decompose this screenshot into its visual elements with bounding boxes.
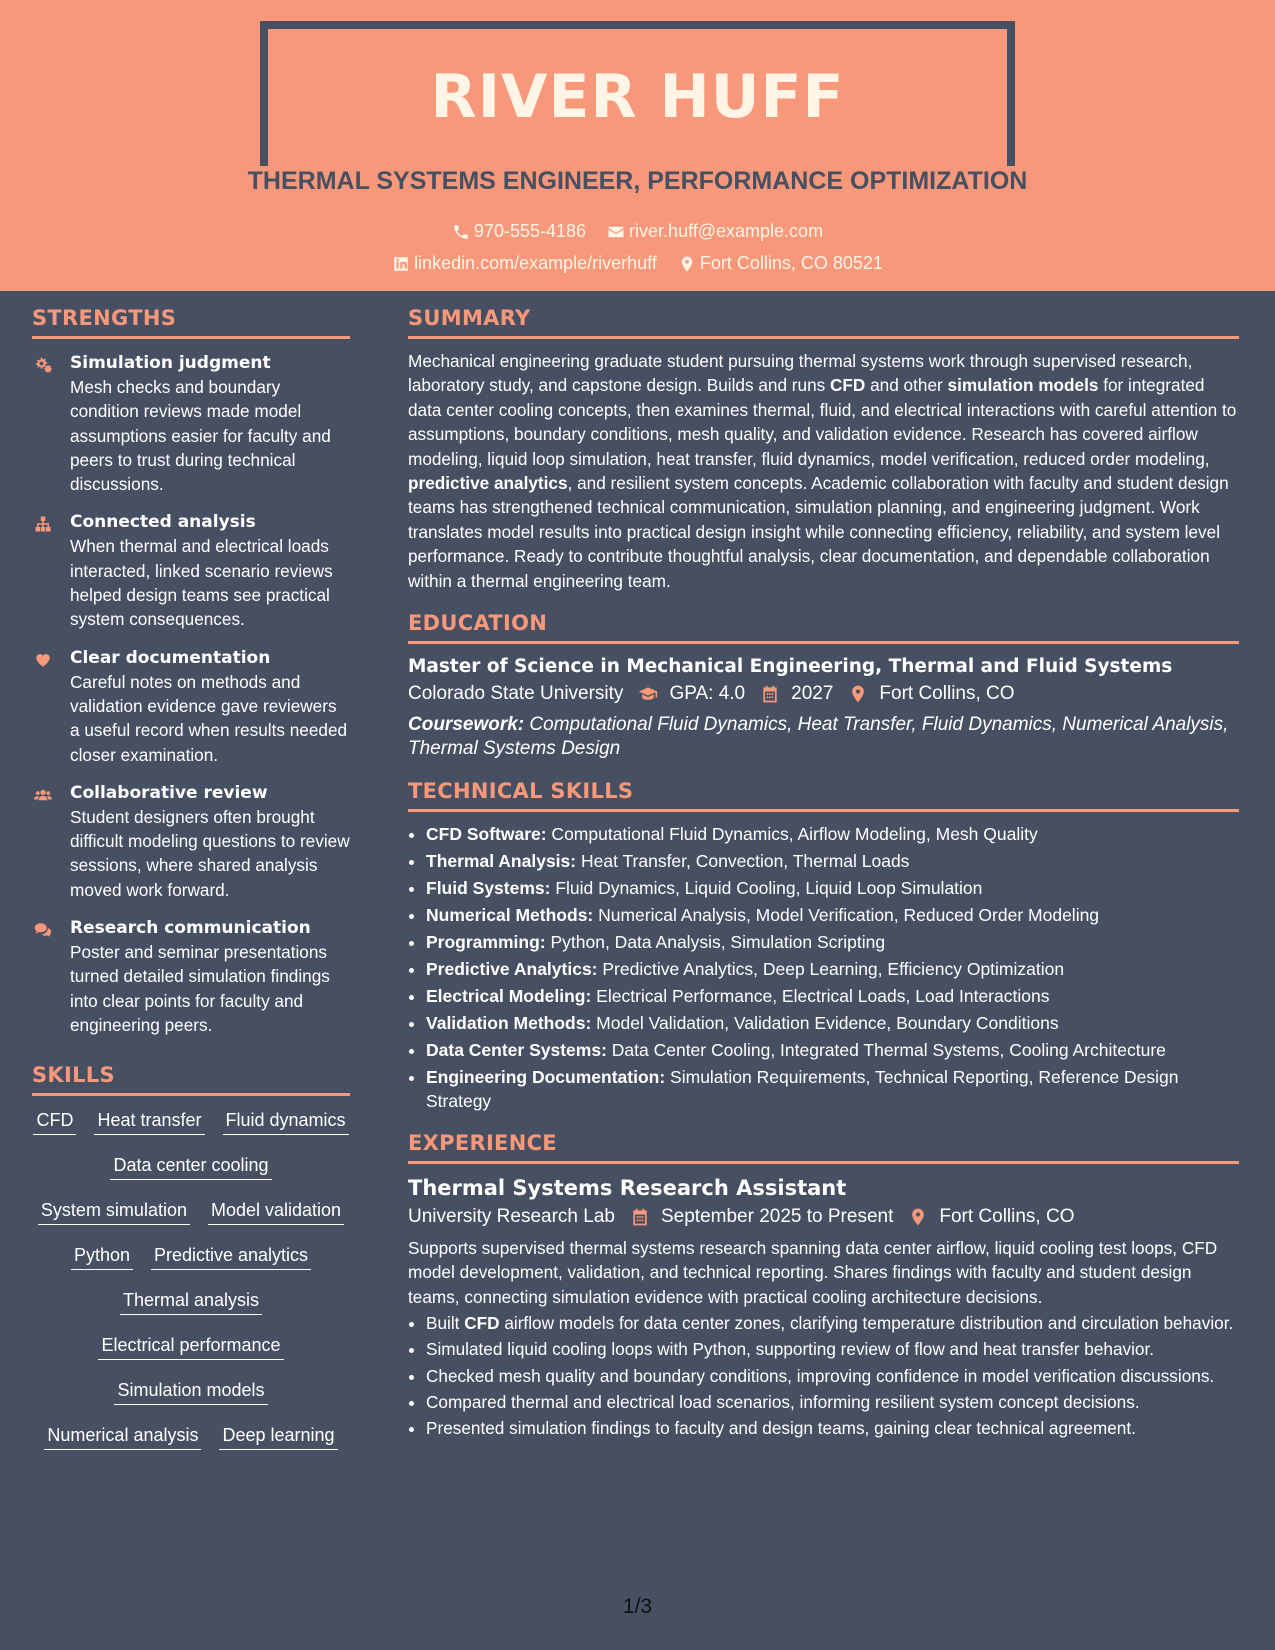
technical-skill-value: Simulation Requirements, Technical Reporting, Reference Design Strategy — [426, 1067, 1179, 1112]
technical-skill-value: Model Validation, Validation Evidence, Boundary Conditions — [591, 1013, 1059, 1034]
skills-list — [32, 1110, 350, 1450]
summary-fragment: for integrated data center cooling concepts, then examines thermal, fluid, and electrical interactions with careful attention to assumptions, boundary conditions, mesh quality, and validation evidence. Research has covered airflow modeling, liquid loop simulation, heat transfer, fluid dynamics, model verification, reduced order modeling, — [408, 375, 1237, 469]
skill-tag: Simulation models — [114, 1380, 267, 1405]
strength-text: Mesh checks and boundary condition reviews made model assumptions easier for faculty and peers to trust during technical discussions. — [70, 377, 331, 495]
strength-icon-wrap — [32, 648, 58, 767]
technical-skill-label: Thermal Analysis: — [426, 851, 577, 872]
experience-title: Thermal Systems Research Assistant — [408, 1176, 847, 1201]
technical-skill-item — [426, 822, 1239, 846]
email-text: river.huff@example.com — [629, 221, 824, 241]
experience-bullet — [426, 1337, 1239, 1361]
technical-skill-item — [426, 849, 1239, 873]
candidate-title: THERMAL SYSTEMS ENGINEER, PERFORMANCE OPTIMIZATION — [247, 167, 1028, 195]
technical-skill-item — [426, 930, 1239, 954]
heart-icon — [32, 651, 54, 669]
skills-heading: SKILLS — [32, 1063, 350, 1096]
technical-skill-value: Electrical Performance, Electrical Loads, Load Interactions — [591, 986, 1050, 1007]
bullet-text: Presented simulation findings to faculty and design teams, gaining clear technical agreement. — [426, 1418, 1136, 1439]
contact-email[interactable] — [607, 221, 823, 242]
header-band — [0, 0, 1275, 291]
summary-fragment: and other — [865, 375, 948, 396]
contact-location — [678, 253, 883, 274]
contact-line-2 — [0, 253, 1275, 278]
strength-text: Careful notes on methods and validation evidence gave reviewers a useful record when results needed closer examination. — [70, 671, 348, 765]
education-location: Fort Collins, CO — [879, 683, 1015, 705]
experience-location: Fort Collins, CO — [939, 1206, 1075, 1228]
technical-skill-label: Fluid Systems: — [426, 878, 551, 899]
page-number: 1/3 — [622, 1595, 653, 1618]
technical-skill-label: Numerical Methods: — [426, 905, 594, 926]
strength-item — [32, 353, 350, 496]
coursework-list: Computational Fluid Dynamics, Heat Transfer, Fluid Dynamics, Numerical Analysis, Thermal Systems Design — [408, 714, 1229, 760]
skill-tag: Python — [71, 1245, 133, 1270]
strength-text: Poster and seminar presentations turned detailed simulation findings into clear points for faculty and engineering peers. — [70, 942, 330, 1035]
summary-heading: SUMMARY — [408, 306, 1239, 339]
skill-tag: Predictive analytics — [151, 1245, 311, 1270]
technical-skill-item — [426, 903, 1239, 927]
experience-description: Supports supervised thermal systems research spanning data center airflow, liquid cooling test loops, CFD model development, validation, and technical reporting. Shares findings with faculty and student design teams, connecting simulation evidence with practical cooling architecture decisions. — [408, 1238, 1218, 1307]
education-school: Colorado State University — [408, 683, 624, 705]
strength-item — [32, 512, 350, 631]
bullet-text-rest: airflow models for data center zones, clarifying temperature distribution and circulation behavior. — [499, 1312, 1234, 1333]
strength-title: Connected analysis — [70, 512, 256, 533]
summary-fragment: Mechanical engineering graduate student pursuing thermal systems work through supervised research, laboratory study, and capstone design. Builds and runs — [408, 351, 1193, 396]
technical-skill-value: Data Center Cooling, Integrated Thermal Systems, Cooling Architecture — [606, 1040, 1166, 1061]
education-coursework — [408, 713, 1239, 761]
technical-skills-heading: TECHNICAL SKILLS — [408, 779, 1239, 812]
technical-skill-label: Validation Methods: — [426, 1013, 592, 1034]
bullet-text: Checked mesh quality and boundary conditions, improving confidence in model verification discussions. — [426, 1365, 1215, 1386]
technical-skill-value: Predictive Analytics, Deep Learning, Efficiency Optimization — [597, 959, 1065, 980]
map-marker-icon — [907, 1207, 929, 1227]
phone-icon — [452, 223, 470, 241]
technical-skill-label: Programming: — [426, 932, 546, 953]
strengths-list — [32, 353, 350, 1037]
strength-title: Research communication — [70, 918, 311, 939]
contact-line-1 — [0, 221, 1275, 246]
education-year: 2027 — [791, 683, 834, 705]
strength-item — [32, 918, 350, 1037]
skill-tag: System simulation — [38, 1200, 190, 1225]
contact-phone[interactable] — [452, 221, 586, 242]
strength-body — [70, 918, 350, 1037]
contact-linkedin[interactable] — [392, 253, 657, 274]
technical-skill-label: Predictive Analytics: — [426, 959, 598, 980]
technical-skill-value: Computational Fluid Dynamics, Airflow Modeling, Mesh Quality — [546, 824, 1038, 845]
left-column — [32, 306, 350, 1450]
location-text: Fort Collins, CO 80521 — [699, 253, 883, 273]
technical-skills-list — [408, 822, 1239, 1113]
coursework-label: Coursework: — [408, 714, 525, 736]
strengths-heading: STRENGTHS — [32, 306, 350, 339]
experience-bullet — [426, 1364, 1239, 1388]
envelope-icon — [607, 223, 625, 241]
skill-tag: Heat transfer — [94, 1110, 204, 1135]
skill-tag: Numerical analysis — [44, 1425, 201, 1450]
education-degree: Master of Science in Mechanical Engineering, Thermal and Fluid Systems — [408, 656, 1173, 678]
strength-body — [70, 648, 350, 767]
technical-skill-value: Python, Data Analysis, Simulation Scripting — [545, 932, 886, 953]
strength-item — [32, 648, 350, 767]
technical-skill-item — [426, 1011, 1239, 1035]
technical-skill-item — [426, 1038, 1239, 1062]
skill-tag: Fluid dynamics — [223, 1110, 349, 1135]
sitemap-icon — [32, 515, 54, 533]
technical-skill-item — [426, 876, 1239, 900]
technical-skill-label: Electrical Modeling: — [426, 986, 592, 1007]
strength-title: Collaborative review — [70, 782, 268, 803]
bullet-text: Built — [426, 1312, 465, 1333]
skill-tag: Electrical performance — [98, 1335, 283, 1360]
strength-body — [70, 512, 350, 631]
experience-heading: EXPERIENCE — [408, 1131, 1239, 1164]
linkedin-icon — [392, 255, 410, 273]
phone-text: 970-555-4186 — [473, 221, 587, 241]
experience-meta — [408, 1206, 1239, 1228]
map-marker-icon — [678, 255, 696, 273]
experience-bullets — [408, 1311, 1239, 1440]
gears-icon — [32, 356, 54, 374]
experience-org: University Research Lab — [408, 1206, 615, 1228]
bullet-text: Simulated liquid cooling loops with Python, supporting review of flow and heat transfer behavior. — [426, 1339, 1155, 1360]
strength-icon-wrap — [32, 353, 58, 496]
summary-keyword: CFD — [830, 375, 866, 396]
comments-icon — [32, 921, 54, 939]
education-gpa: GPA: 4.0 — [669, 683, 746, 705]
summary-fragment: , and resilient system concepts. Academic collaboration with faculty and student design teams has strengthened technical communication, simulation planning, and engineering judgment. Work translates model results into practical design insight while connecting efficiency, reliability, and system level performance. Ready to contribute thoughtful analysis, clear documentation, and dependable collaboration within a thermal engineering team. — [408, 473, 1229, 591]
map-marker-icon — [847, 684, 869, 704]
strength-title: Clear documentation — [70, 647, 271, 668]
strength-body — [70, 783, 350, 902]
strength-icon-wrap — [32, 783, 58, 902]
bullet-keyword: CFD — [464, 1312, 500, 1333]
skill-tag: CFD — [33, 1110, 76, 1135]
skill-tag: Data center cooling — [110, 1155, 271, 1180]
strength-text: When thermal and electrical loads interacted, linked scenario reviews helped design teams see practical system consequences. — [70, 536, 333, 630]
candidate-name: RIVER HUFF — [430, 62, 845, 132]
summary-keyword: predictive analytics — [408, 473, 568, 494]
linkedin-text: linkedin.com/example/riverhuff — [414, 253, 657, 273]
experience-bullet — [426, 1416, 1239, 1440]
technical-skill-label: Data Center Systems: — [426, 1040, 607, 1061]
strength-icon-wrap — [32, 918, 58, 1037]
technical-skill-item — [426, 984, 1239, 1008]
summary-text — [408, 349, 1239, 593]
bullet-text: Compared thermal and electrical load scenarios, informing resilient system concept decisions. — [426, 1391, 1140, 1412]
technical-skill-value: Heat Transfer, Convection, Thermal Loads — [576, 851, 910, 872]
technical-skill-value: Fluid Dynamics, Liquid Cooling, Liquid Loop Simulation — [550, 878, 983, 899]
skill-tag: Model validation — [208, 1200, 344, 1225]
strength-item — [32, 783, 350, 902]
experience-bullet — [426, 1311, 1239, 1335]
technical-skill-item — [426, 957, 1239, 981]
technical-skill-value: Numerical Analysis, Model Verification, Reduced Order Modeling — [593, 905, 1100, 926]
right-column — [408, 306, 1239, 1442]
strength-text: Student designers often brought difficult modeling questions to review sessions, where shared analysis moved work forward. — [70, 806, 350, 900]
technical-skill-item — [426, 1065, 1239, 1113]
skill-tag: Deep learning — [219, 1425, 337, 1450]
skill-tag: Thermal analysis — [120, 1290, 262, 1315]
education-meta — [408, 683, 1239, 705]
users-icon — [32, 786, 54, 804]
strength-body — [70, 353, 350, 496]
summary-keyword: simulation models — [947, 375, 1099, 396]
technical-skill-label: CFD Software: — [426, 824, 547, 845]
graduation-cap-icon — [637, 684, 659, 704]
strength-icon-wrap — [32, 512, 58, 631]
technical-skill-label: Engineering Documentation: — [426, 1067, 666, 1088]
calendar-icon — [629, 1207, 651, 1227]
experience-bullet — [426, 1390, 1239, 1414]
experience-dates: September 2025 to Present — [660, 1206, 894, 1228]
calendar-icon — [759, 684, 781, 704]
education-heading: EDUCATION — [408, 611, 1239, 644]
strength-title: Simulation judgment — [70, 353, 271, 373]
